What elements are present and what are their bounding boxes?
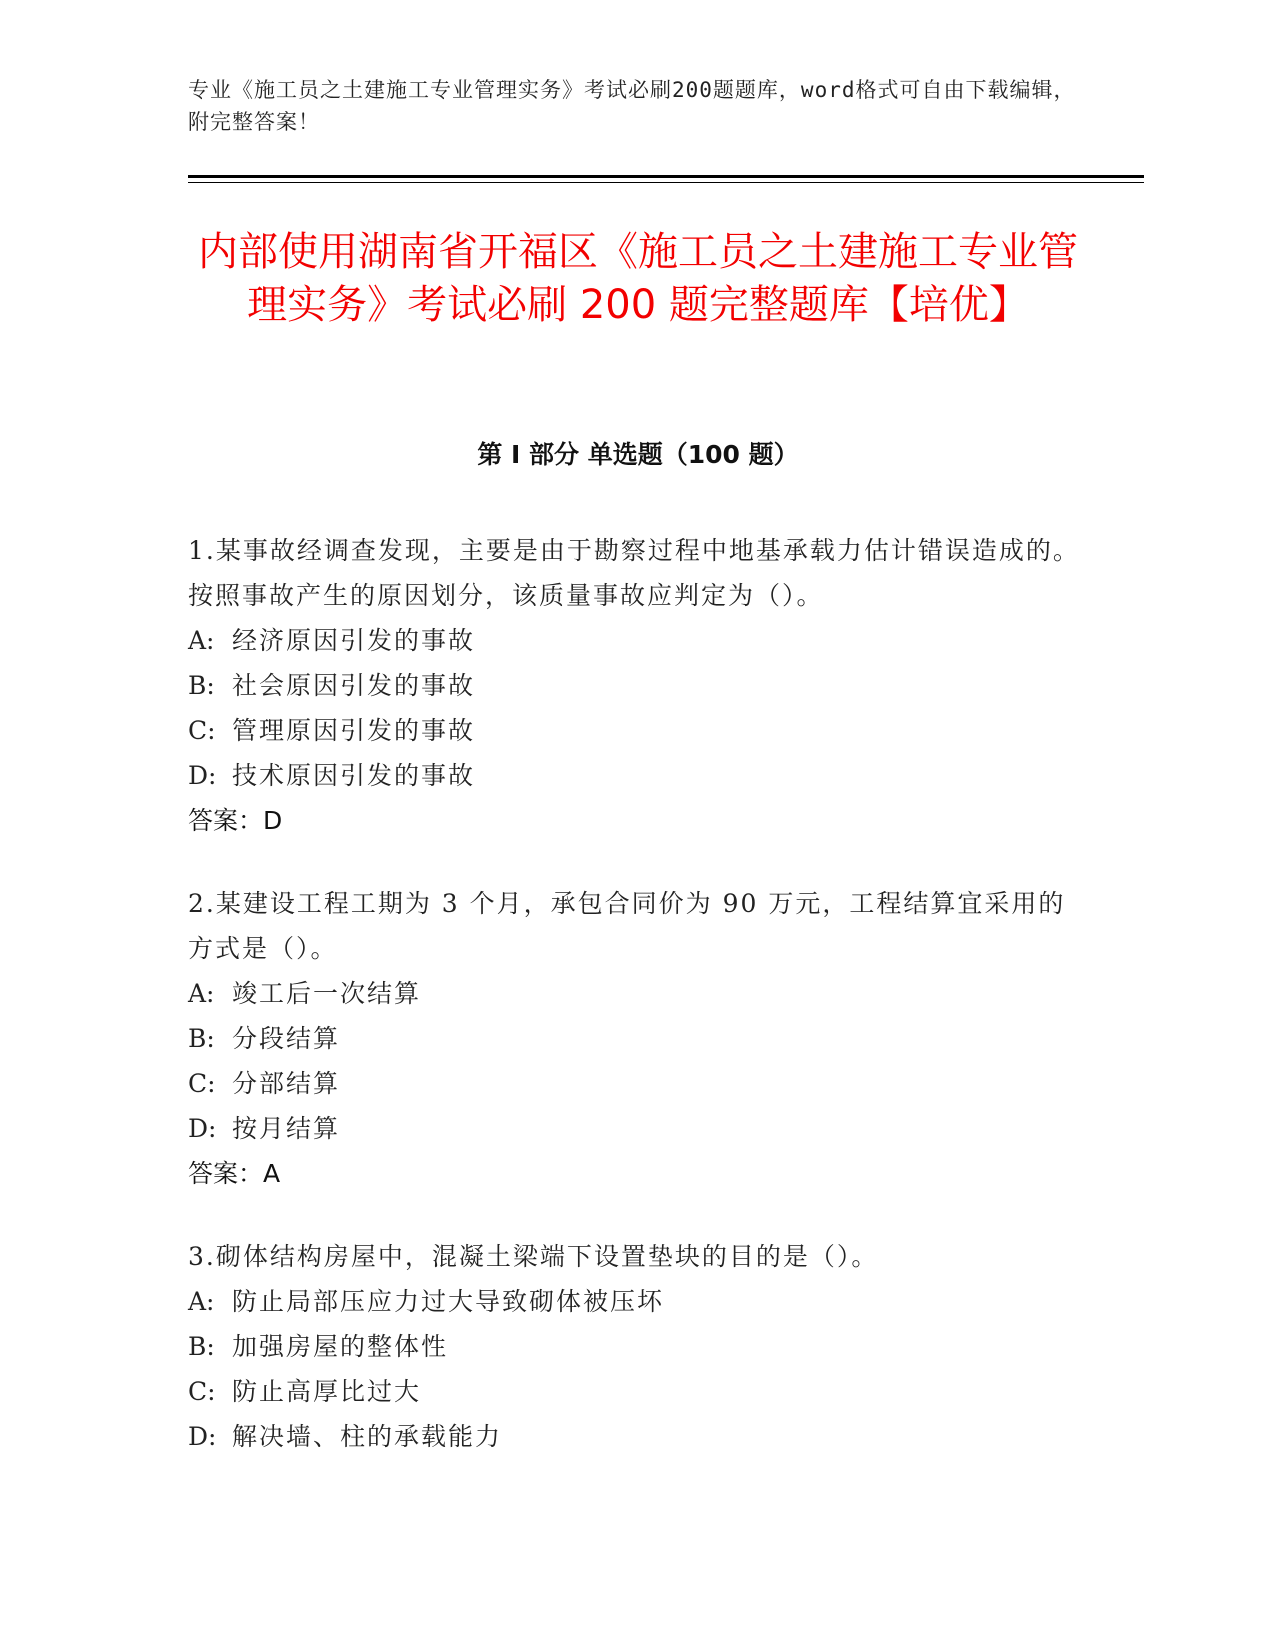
option-c bbox=[188, 708, 1088, 753]
answer: 答案：A bbox=[188, 1159, 281, 1188]
option-text: 防止高厚比过大 bbox=[232, 1377, 422, 1406]
option-key: D: bbox=[188, 1422, 217, 1451]
question-list bbox=[188, 528, 1088, 1497]
option-key: B: bbox=[188, 671, 215, 700]
question-stem: 3.砌体结构房屋中，混凝土梁端下设置垫块的目的是（）。 bbox=[188, 1242, 879, 1271]
section-heading: 第 I 部分 单选题（100 题） bbox=[477, 440, 799, 469]
option-text: 技术原因引发的事故 bbox=[232, 761, 476, 790]
option-key: D: bbox=[188, 761, 217, 790]
option-key: C: bbox=[188, 716, 216, 745]
option-b bbox=[188, 1016, 1088, 1061]
option-text: 加强房屋的整体性 bbox=[232, 1332, 449, 1361]
option-c bbox=[188, 1369, 1088, 1414]
option-key: C: bbox=[188, 1377, 216, 1406]
header-divider-thick bbox=[188, 175, 1144, 178]
option-key: D: bbox=[188, 1114, 217, 1143]
question-2 bbox=[188, 881, 1088, 1196]
header-divider-thin bbox=[188, 182, 1144, 183]
option-text: 竣工后一次结算 bbox=[232, 979, 422, 1008]
option-text: 解决墙、柱的承载能力 bbox=[232, 1422, 503, 1451]
question-stem: 2.某建设工程工期为 3 个月，承包合同价为 90 万元，工程结算宜采用的方式是（）。 bbox=[188, 889, 1066, 963]
header-note: 专业《施工员之土建施工专业管理实务》考试必刷200题题库，word格式可自由下载编辑，附完整答案！ bbox=[188, 78, 1076, 134]
option-text: 经济原因引发的事故 bbox=[232, 626, 476, 655]
option-text: 分段结算 bbox=[232, 1024, 341, 1053]
option-c bbox=[188, 1061, 1088, 1106]
question-stem: 1.某事故经调查发现，主要是由于勘察过程中地基承载力估计错误造成的。按照事故产生的原因划分，该质量事故应判定为（）。 bbox=[188, 536, 1080, 610]
option-b bbox=[188, 663, 1088, 708]
question-1 bbox=[188, 528, 1088, 843]
option-text: 社会原因引发的事故 bbox=[232, 671, 476, 700]
answer: 答案：D bbox=[188, 806, 283, 835]
option-key: A: bbox=[188, 626, 215, 655]
option-a bbox=[188, 971, 1088, 1016]
option-d bbox=[188, 1106, 1088, 1151]
option-d bbox=[188, 1414, 1088, 1459]
option-key: C: bbox=[188, 1069, 216, 1098]
option-b bbox=[188, 1324, 1088, 1369]
option-a bbox=[188, 1279, 1088, 1324]
option-key: A: bbox=[188, 1287, 215, 1316]
option-d bbox=[188, 753, 1088, 798]
option-key: B: bbox=[188, 1332, 215, 1361]
option-key: B: bbox=[188, 1024, 215, 1053]
option-text: 按月结算 bbox=[232, 1114, 341, 1143]
option-a bbox=[188, 618, 1088, 663]
option-key: A: bbox=[188, 979, 215, 1008]
question-3 bbox=[188, 1234, 1088, 1459]
option-text: 分部结算 bbox=[232, 1069, 341, 1098]
document-title: 内部使用湖南省开福区《施工员之土建施工专业管理实务》考试必刷 200 题完整题库【培优】 bbox=[198, 229, 1078, 328]
option-text: 防止局部压应力过大导致砌体被压坏 bbox=[232, 1287, 665, 1316]
option-text: 管理原因引发的事故 bbox=[232, 716, 476, 745]
